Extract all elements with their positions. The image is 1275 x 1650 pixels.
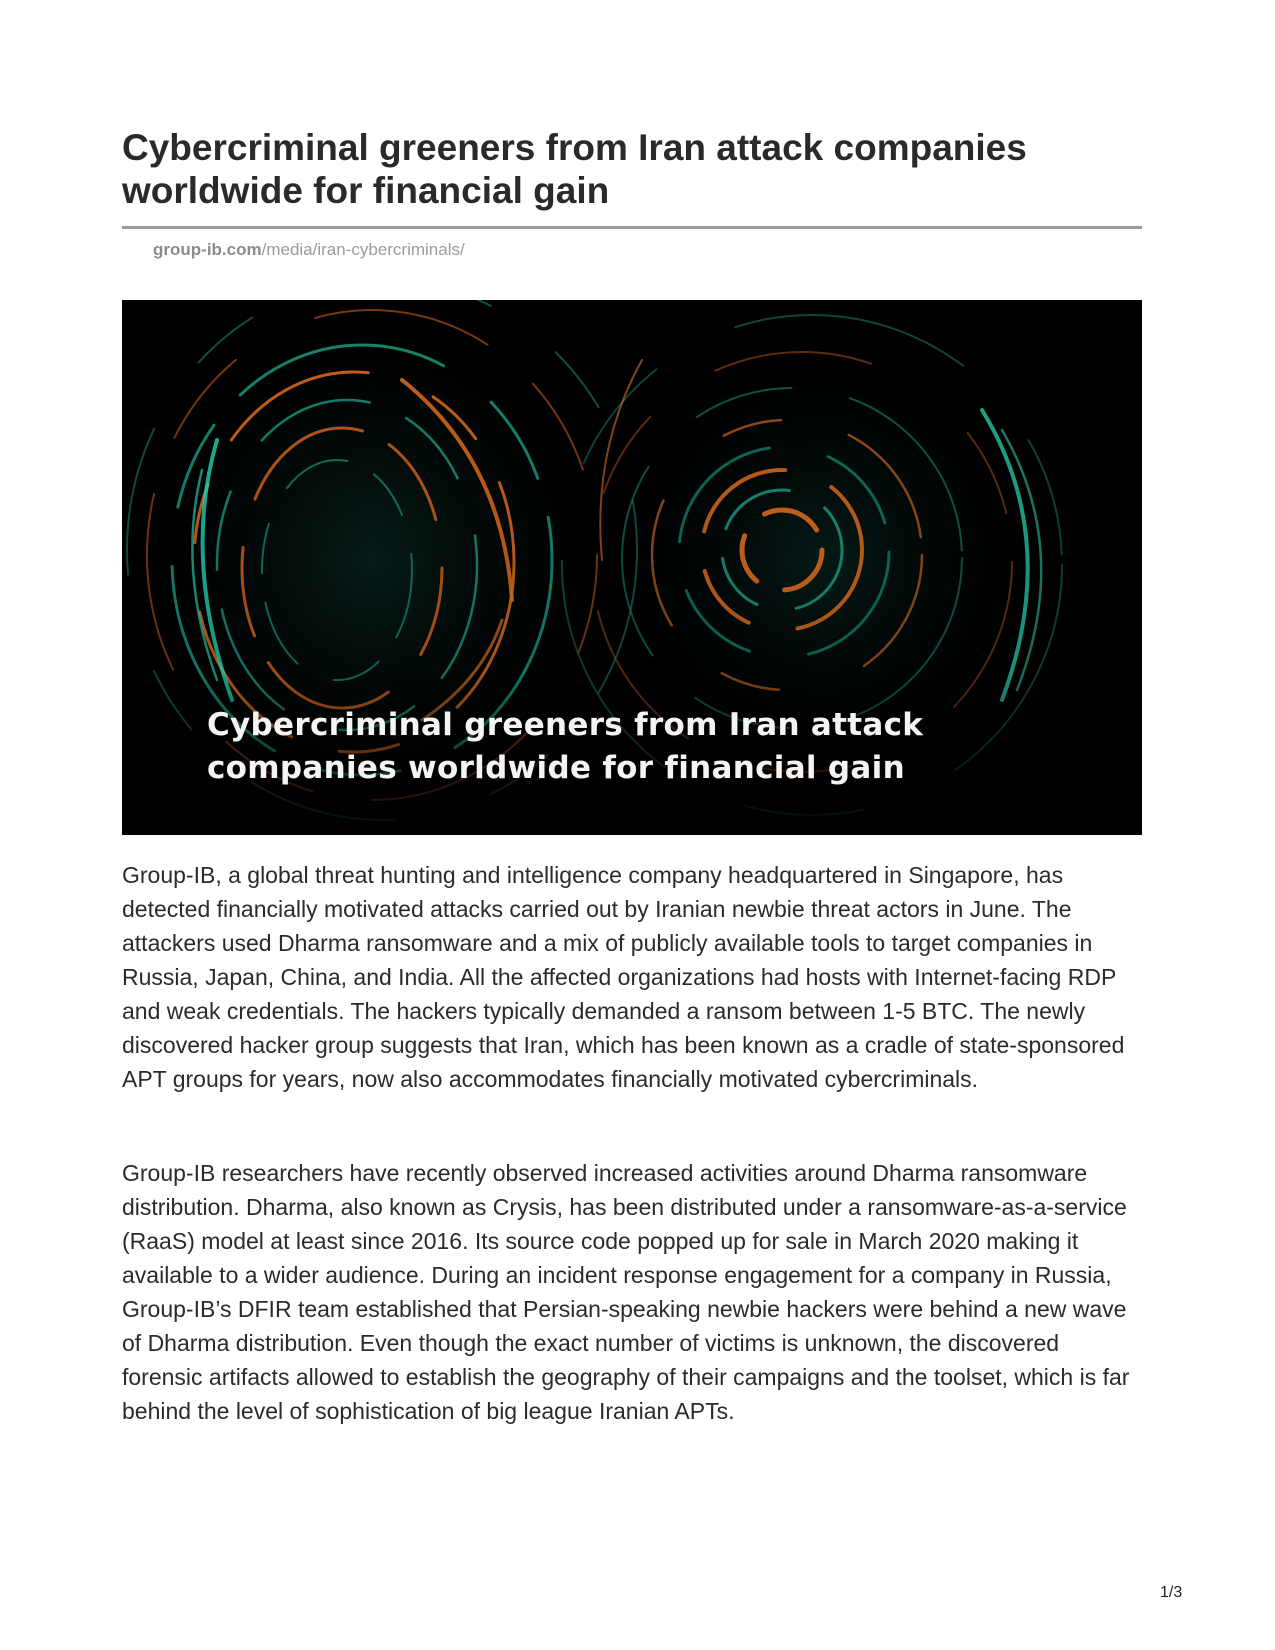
title-divider	[122, 226, 1142, 229]
article-title: Cybercriminal greeners from Iran attack companies worldwide for financial gain	[122, 127, 1027, 211]
hero-caption: Cybercriminal greeners from Iran attack companies worldwide for financial gain	[207, 707, 924, 786]
hero-image	[122, 300, 1142, 835]
paragraph-2: Group-IB researchers have recently observed increased activities around Dharma ransomware distribution. Dharma, also known as Crysis, has been distributed under a ransomware-as-a-service (RaaS) model at least since 2016. Its source code popped up for sale in March 2020 making it available to a wider audience. During an incident response engagement for a company in Russia, Group-IB’s DFIR team established that Persian-speaking newbie hackers were behind a new wave of Dharma distribution. Even though the exact number of victims is unknown, the discovered forensic artifacts allowed to establish the geography of their campaigns and the toolset, which is far behind the level of sophistication of big league Iranian APTs.	[122, 1160, 1130, 1424]
source-path: /media/iran-cybercriminals/	[261, 240, 465, 259]
paragraph-1: Group-IB, a global threat hunting and intelligence company headquartered in Singapore, has detected financially motivated attacks carried out by Iranian newbie threat actors in June. The attackers used Dharma ransomware and a mix of publicly available tools to target companies in Russia, Japan, China, and India. All the affected organizations had hosts with Internet-facing RDP and weak credentials. The hackers typically demanded a ransom between 1-5 BTC. The newly discovered hacker group suggests that Iran, which has been known as a cradle of state-sponsored APT groups for years, now also accommodates financially motivated cybercriminals.	[122, 862, 1125, 1092]
source-url[interactable]	[153, 240, 465, 260]
page-number: 1/3	[1160, 1584, 1183, 1601]
source-domain: group-ib.com	[153, 240, 262, 259]
